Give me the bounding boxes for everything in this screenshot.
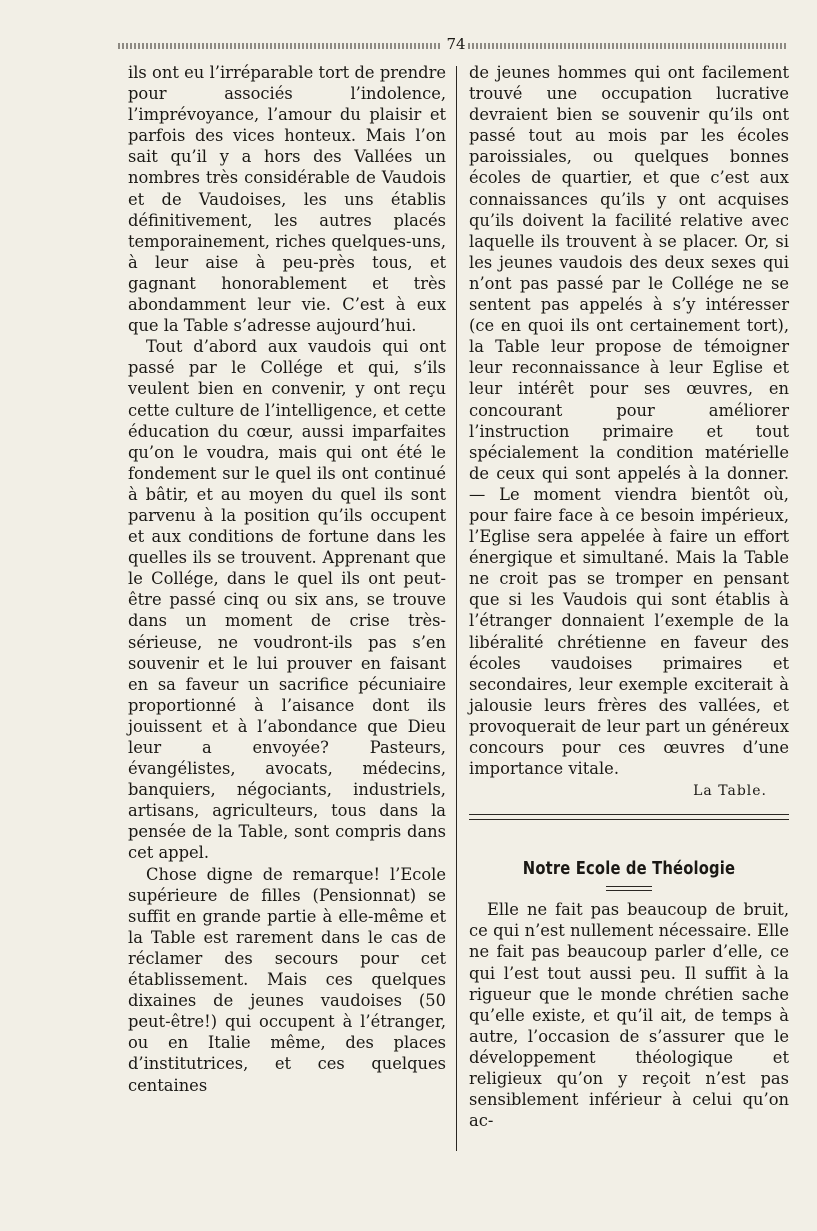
paragraph: Chose digne de remarque! l’Ecole supérieure de filles (Pensionnat) se suffit en grande partie à elle-même et la Table est rarement dans le cas de réclamer des secours pour cet établissement. Mais ces quelques dixaines de jeunes vaudoises (50 peut-être!) qui occupent à l’étranger, ou en Italie même, des places d’institutrices, et ces quelques centaines (128, 864, 446, 1095)
title-ornament (606, 886, 652, 891)
header-ornament-left (118, 43, 440, 49)
header-ornament-right (468, 43, 788, 49)
right-column (469, 62, 789, 1131)
paragraph: ils ont eu l’irréparable tort de prendre pour associés l’indolence, l’imprévoyance, l’amour du plaisir et parfois des vices honteux. Mais l’on sait qu’il y a hors des Vallées un nombres très considérable de Vaudois et de Vaudoises, les uns établis définitivement, les autres placés temporainement, riches quelques-uns, à leur aise à peu-près tous, et gagnant honorablement et très abondamment leur vie. C’est à eux que la Table s’adresse aujourd’hui. (128, 63, 446, 336)
section-title: Notre Ecole de Théologie (522, 858, 736, 880)
column-divider (456, 66, 457, 1151)
paragraph: Elle ne fait pas beaucoup de bruit, ce qui n’est nullement nécessaire. Elle ne fait pas beaucoup parler d’elle, ce qui l’est tout aussi peu. Il suffit à la rigueur que le monde chrétien sache qu’elle existe, et qu’il ait, de temps à autre, l’occasion de s’assurer que le développement théologique et religieux qu’on y reçoit n’est pas sensiblement inférieur à celui qu’on ac- (469, 900, 789, 1131)
paragraph: Tout d’abord aux vaudois qui ont passé par le Collége et qui, s’ils veulent bien en convenir, y ont reçu cette culture de l’intelligence, et cette éducation du cœur, aussi imparfaites qu’on le voudra, mais qui ont été le fondement sur le quel ils ont continué à bâtir, et au moyen du quel ils sont parvenu à la position qu’ils occupent et aux conditions de fortune dans les quelles ils se trouvent. Apprenant que le Collége, dans le quel ils ont peut-être passé cinq ou six ans, se trouve dans un moment de crise très-sérieuse, ne voudront-ils pas s’en souvenir et le lui prouver en faisant en sa faveur un sacrifice pécuniaire proportionné à l’aisance dont ils jouissent et à l’abondance que Dieu leur a envoyée? Pasteurs, évangélistes, avocats, médecins, banquiers, négociants, industriels, artisans, agriculteurs, tous dans la pensée de la Table, sont compris dans cet appel. (128, 337, 446, 863)
paragraph: de jeunes hommes qui ont facilement trouvé une occupation lucrative devraient bien se souvenir qu’ils ont passé tout au mois par les écoles paroissiales, ou quelques bonnes écoles de quartier, et que c’est aux connaissances qu’ils y ont acquises qu’ils doivent la facilité relative avec laquelle ils trouvent à se placer. Or, si les jeunes vaudois des deux sexes qui n’ont pas passé par le Collége ne se sentent pas appelés à s’y intéresser (ce en quoi ils ont certainement tort), la Table leur propose de témoigner leur reconnaissance à leur Eglise et leur intérêt pour ses œuvres, en concourant pour améliorer l’instruction primaire et tout spécialement la condition matérielle de ceux qui sont appelés à la donner. — Le moment viendra bientôt où, pour faire face à ce besoin impérieux, l’Eglise sera appelée à faire un effort énergique et simultané. Mais la Table ne croit pas se tromper en pensant que si les Vaudois qui sont établis à l’étranger donnaient l’exemple de la libéralité chrétienne en faveur des écoles vaudoises primaires et secondaires, leur exemple exciterait à jalousie leurs frères des vallées, et provoquerait de leur part un généreux concours pour ces œuvres d’une importance vitale. (469, 63, 789, 779)
left-column (128, 62, 446, 1096)
signature: La Table. (693, 783, 767, 800)
section-separator (469, 814, 789, 820)
page-number: 74 (446, 35, 466, 53)
page-header (118, 34, 788, 56)
